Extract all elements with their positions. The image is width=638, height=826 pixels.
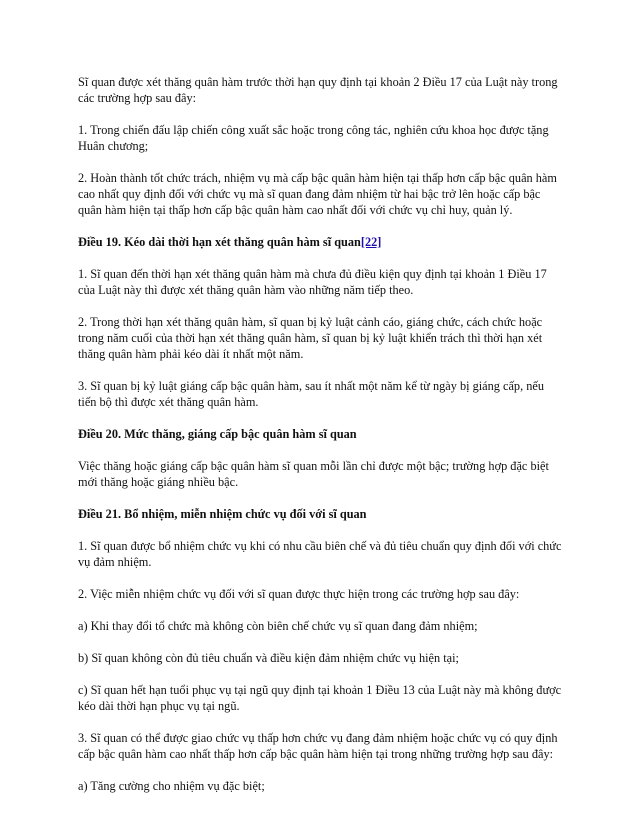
article-21-clause-2a: a) Khi thay đổi tổ chức mà không còn biên chế chức vụ sĩ quan đang đảm nhiệm;: [78, 619, 478, 633]
article-19-clause-3: 3. Sĩ quan bị kỷ luật giáng cấp bậc quân hàm, sau ít nhất một năm kể từ ngày bị giáng cấp, nếu tiến bộ thì được xét thăng quân hàm.: [78, 379, 544, 409]
intro-item-1: 1. Trong chiến đấu lập chiến công xuất sắc hoặc trong công tác, nghiên cứu khoa học được tặng Huân chương;: [78, 123, 549, 153]
article-21-clause-2: 2. Việc miễn nhiệm chức vụ đối với sĩ quan được thực hiện trong các trường hợp sau đây:: [78, 587, 520, 601]
article-21-clause-3a: a) Tăng cường cho nhiệm vụ đặc biệt;: [78, 779, 265, 793]
article-19-heading-text: Điều 19. Kéo dài thời hạn xét thăng quân hàm sĩ quan: [78, 235, 361, 249]
article-21-heading: Điều 21. Bổ nhiệm, miễn nhiệm chức vụ đối với sĩ quan: [78, 507, 367, 521]
article-21-clause-3: 3. Sĩ quan có thể được giao chức vụ thấp hơn chức vụ đang đảm nhiệm hoặc chức vụ có quy định cấp bậc quân hàm cao nhất thấp hơn cấp bậc quân hàm hiện tại trong những trường hợp sau đây:: [78, 731, 558, 761]
article-21-clause-2c: c) Sĩ quan hết hạn tuổi phục vụ tại ngũ quy định tại khoản 1 Điều 13 của Luật này mà không được kéo dài thời hạn phục vụ tại ngũ.: [78, 683, 562, 713]
document-body: [78, 74, 564, 794]
intro-item-2: 2. Hoàn thành tốt chức trách, nhiệm vụ mà cấp bậc quân hàm hiện tại thấp hơn cấp bậc quân hàm cao nhất quy định đối với chức vụ mà sĩ quan đang đảm nhiệm từ hai bậc trở lên hoặc cấp bậc quân hàm hiện tại thấp hơn cấp bậc quân hàm cao nhất đối với chức vụ chỉ huy, quản lý.: [78, 171, 557, 217]
article-20-text: Việc thăng hoặc giáng cấp bậc quân hàm sĩ quan mỗi lần chỉ được một bậc; trường hợp đặc biệt mới thăng hoặc giáng nhiều bậc.: [78, 459, 549, 489]
intro-paragraph: Sĩ quan được xét thăng quân hàm trước thời hạn quy định tại khoản 2 Điều 17 của Luật này trong các trường hợp sau đây:: [78, 75, 558, 105]
article-21-clause-2b: b) Sĩ quan không còn đủ tiêu chuẩn và điều kiện đảm nhiệm chức vụ hiện tại;: [78, 651, 459, 665]
footnote-22-link[interactable]: [22]: [360, 235, 382, 249]
article-19-heading: [78, 234, 564, 250]
article-19-clause-1: 1. Sĩ quan đến thời hạn xét thăng quân hàm mà chưa đủ điều kiện quy định tại khoản 1 Điều 17 của Luật này thì được xét thăng quân hàm vào những năm tiếp theo.: [78, 267, 547, 297]
article-21-clause-1: 1. Sĩ quan được bổ nhiệm chức vụ khi có nhu cầu biên chế và đủ tiêu chuẩn quy định đối với chức vụ đảm nhiệm.: [78, 539, 562, 569]
article-20-heading: Điều 20. Mức thăng, giáng cấp bậc quân hàm sĩ quan: [78, 427, 357, 441]
article-19-clause-2: 2. Trong thời hạn xét thăng quân hàm, sĩ quan bị kỷ luật cảnh cáo, giáng chức, cách chức hoặc trong năm cuối của thời hạn xét thăng quân hàm, sĩ quan bị kỷ luật khiển trách thì thời hạn xét thăng quân hàm phải kéo dài ít nhất một năm.: [78, 315, 543, 361]
